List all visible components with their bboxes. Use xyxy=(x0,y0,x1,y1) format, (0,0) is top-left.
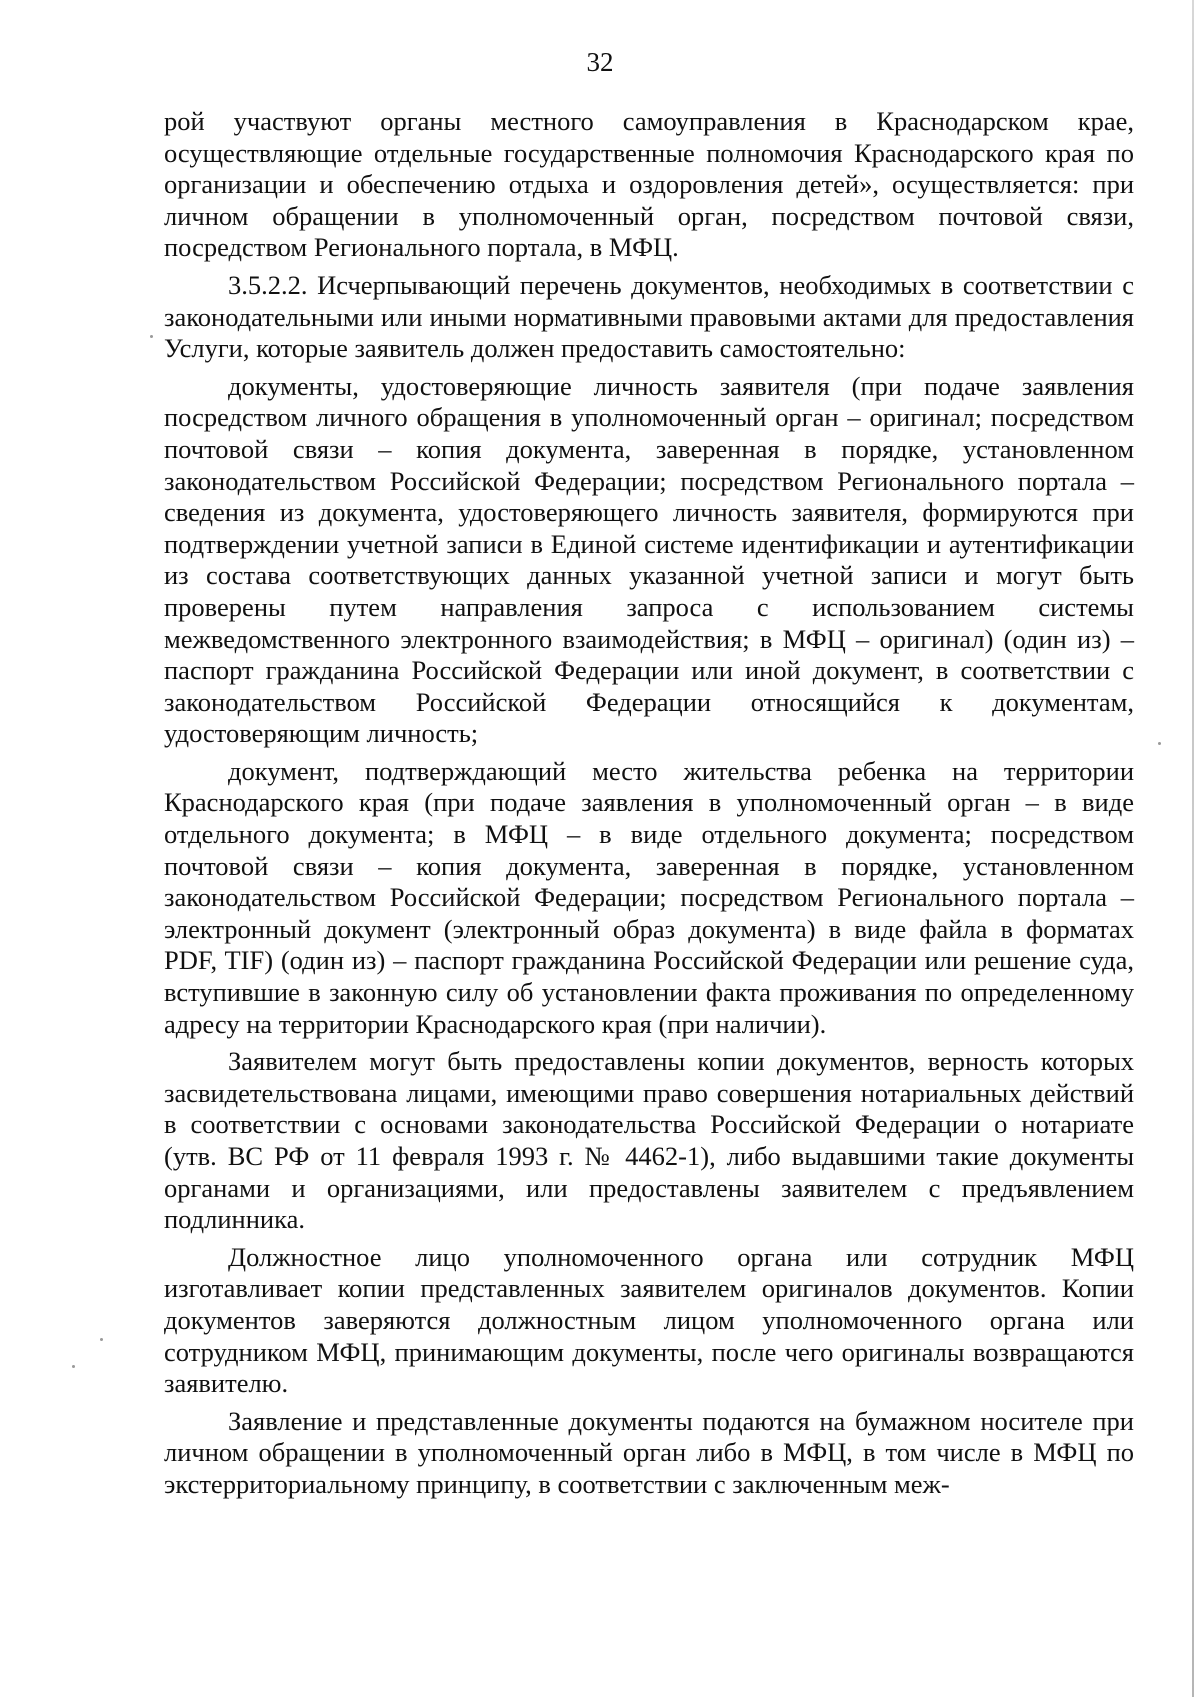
scan-speck xyxy=(150,335,153,338)
paragraph-certified-copies: Заявителем могут быть предоставлены копии документов, верность которых засвидетельствована лицами, имеющими право совершения нотариальных действий в соответствии с основами законодательства Российской Федерации о нотариате (утв. ВС РФ от 11 февраля 1993 г. № 4462-1), либо выдавшими такие документы органами и организациями, или предоставлены заявителем с предъявлением подлинника. xyxy=(164,1046,1134,1235)
scan-speck xyxy=(72,1365,75,1368)
document-body xyxy=(164,106,1134,1501)
paragraph-paper-submission: Заявление и представленные документы подаются на бумажном носителе при личном обращении в уполномоченный орган либо в МФЦ, в том числе в МФЦ по экстерриториальному принципу, в соответствии с заключенным меж- xyxy=(164,1405,1134,1499)
scan-speck xyxy=(1158,742,1161,745)
scan-speck xyxy=(100,1338,103,1341)
paragraph-section-3-5-2-2: 3.5.2.2. Исчерпывающий перечень документов, необходимых в соответствии с законодательными или иными нормативными правовыми актами для предоставления Услуги, которые заявитель должен предоставить самостоятельно: xyxy=(164,269,1134,364)
paragraph-identity-documents: документы, удостоверяющие личность заявителя (при подаче заявления посредством личного обращения в уполномоченный орган – оригинал; посредством почтовой связи – копия документа, заверенная в порядке, установленном законодательством Российской Федерации; посредством Регионального портала – сведения из документа, удостоверяющего личность заявителя, формируются при подтверждении учетной записи в Единой системе идентификации и аутентификации из состава соответствующих данных указанной учетной записи и могут быть проверены путем направления запроса с использованием системы межведомственного электронного взаимодействия; в МФЦ – оригинал) (один из) – паспорт гражданина Российской Федерации или иной документ, в соответствии с законодательством Российской Федерации относящийся к документам, удостоверяющим личность; xyxy=(164,370,1134,749)
page-number: 32 xyxy=(586,47,614,77)
paragraph-continuation: рой участвуют органы местного самоуправления в Краснодарском крае, осуществляющие отдельные государственные полномочия Краснодарского края по организации и обеспечению отдыха и оздоровления детей», осуществляется: при личном обращении в уполномоченный орган, посредством почтовой связи, посредством Регионального портала, в МФЦ. xyxy=(164,106,1134,263)
paragraph-residence-document: документ, подтверждающий место жительства ребенка на территории Краснодарского края (при подаче заявления в уполномоченный орган – в виде отдельного документа; в МФЦ – в виде отдельного документа; посредством почтовой связи – копия документа, заверенная в порядке, установленном законодательством Российской Федерации; посредством Регионального портала – электронный документ (электронный образ документа) в виде файла в форматах PDF, TIF) (один из) – паспорт гражданина Российской Федерации или решение суда, вступившие в законную силу об установлении факта проживания по определенному адресу на территории Краснодарского края (при наличии). xyxy=(164,755,1134,1039)
paragraph-official-copies: Должностное лицо уполномоченного органа или сотрудник МФЦ изготавливает копии представленных заявителем оригиналов документов. Копии документов заверяются должностным лицом уполномоченного органа или сотрудником МФЦ, принимающим документы, после чего оригиналы возвращаются заявителю. xyxy=(164,1241,1134,1399)
scan-edge-artifact xyxy=(1192,0,1194,1697)
